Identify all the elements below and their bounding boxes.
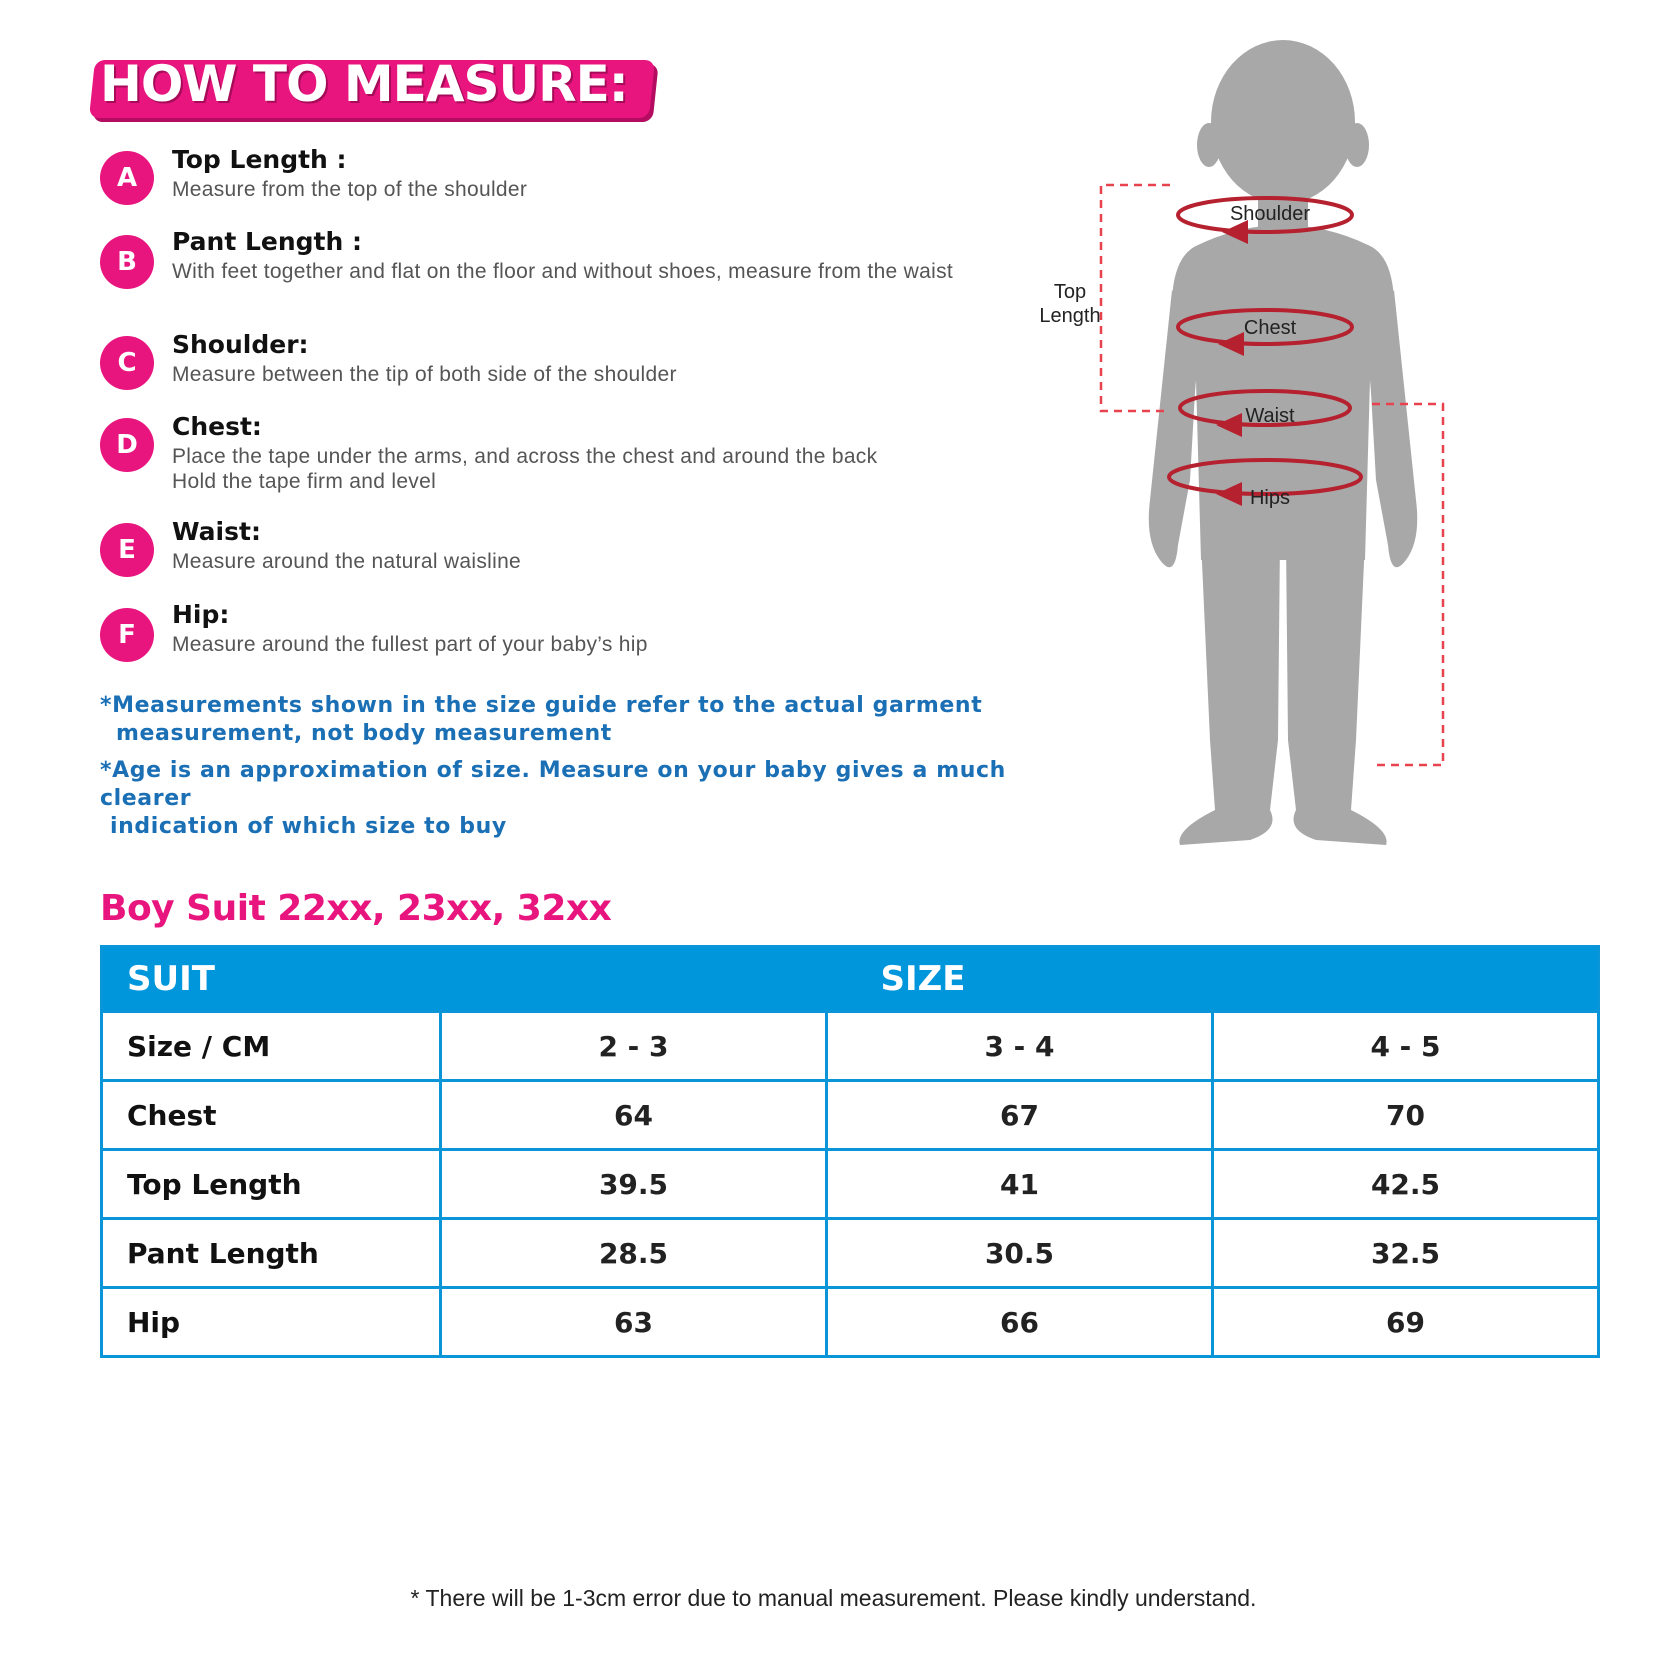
child-measurement-figure bbox=[1039, 40, 1560, 870]
size-cell: 4 - 5 bbox=[1213, 1012, 1599, 1081]
table-row bbox=[102, 1288, 1599, 1357]
step-badge: D bbox=[100, 418, 154, 472]
table-title: Boy Suit 22xx, 23xx, 32xx bbox=[100, 888, 612, 929]
step-title: Chest: bbox=[172, 412, 262, 441]
row-label: Pant Length bbox=[102, 1219, 441, 1288]
header-suit: SUIT bbox=[102, 947, 441, 1012]
value-cell: 28.5 bbox=[441, 1219, 827, 1288]
step-badge: A bbox=[100, 151, 154, 205]
step-desc: Measure around the natural waisline bbox=[172, 550, 522, 573]
note-line: indication of which size to buy bbox=[110, 814, 507, 839]
step-desc: With feet together and flat on the floor and without shoes, measure from the waist bbox=[172, 260, 954, 283]
value-cell: 67 bbox=[827, 1081, 1213, 1150]
note-line: *Measurements shown in the size guide refer to the actual garment bbox=[100, 693, 983, 718]
value-cell: 41 bbox=[827, 1150, 1213, 1219]
size-cell: 2 - 3 bbox=[441, 1012, 827, 1081]
label-shoulder: Shoulder bbox=[1229, 203, 1311, 225]
value-cell: 63 bbox=[441, 1288, 827, 1357]
table-row bbox=[102, 1012, 1599, 1081]
step-title: Hip: bbox=[172, 600, 230, 629]
value-cell: 32.5 bbox=[1213, 1219, 1599, 1288]
row-label: Top Length bbox=[102, 1150, 441, 1219]
step-desc-2: Hold the tape firm and level bbox=[172, 470, 437, 493]
step-badge: E bbox=[100, 523, 154, 577]
row-label: Hip bbox=[102, 1288, 441, 1357]
note-line: *Age is an approximation of size. Measure on your baby gives a much clearer bbox=[100, 758, 1006, 811]
step-desc: Measure from the top of the shoulder bbox=[172, 178, 528, 201]
value-cell: 66 bbox=[827, 1288, 1213, 1357]
value-cell: 70 bbox=[1213, 1081, 1599, 1150]
table-row bbox=[102, 1219, 1599, 1288]
table-row bbox=[102, 1150, 1599, 1219]
footer-disclaimer: * There will be 1-3cm error due to manual measurement. Please kindly understand. bbox=[410, 1585, 1257, 1611]
step-desc: Place the tape under the arms, and across the chest and around the back bbox=[172, 445, 878, 468]
step-badge: F bbox=[100, 608, 154, 662]
step-title: Pant Length : bbox=[172, 227, 363, 256]
note-age bbox=[100, 757, 1060, 841]
label-hips: Hips bbox=[1249, 487, 1290, 509]
header-size: SIZE bbox=[441, 947, 1599, 1012]
row-label: Chest bbox=[102, 1081, 441, 1150]
step-badge: B bbox=[100, 235, 154, 289]
value-cell: 42.5 bbox=[1213, 1150, 1599, 1219]
size-table bbox=[100, 945, 1600, 1358]
child-silhouette bbox=[1080, 40, 1560, 870]
step-title: Shoulder: bbox=[172, 330, 309, 359]
value-cell: 64 bbox=[441, 1081, 827, 1150]
table-row bbox=[102, 1081, 1599, 1150]
value-cell: 69 bbox=[1213, 1288, 1599, 1357]
label-waist: Waist bbox=[1245, 405, 1295, 427]
value-cell: 30.5 bbox=[827, 1219, 1213, 1288]
note-line: measurement, not body measurement bbox=[116, 721, 612, 746]
size-cell: 3 - 4 bbox=[827, 1012, 1213, 1081]
step-title: Top Length : bbox=[172, 145, 347, 174]
label-line: Top bbox=[1053, 281, 1087, 303]
value-cell: 39.5 bbox=[441, 1150, 827, 1219]
step-desc: Measure around the fullest part of your baby’s hip bbox=[172, 633, 648, 656]
page-title: HOW TO MEASURE: bbox=[100, 55, 628, 113]
note-garment bbox=[100, 692, 1060, 748]
row-label: Size / CM bbox=[102, 1012, 441, 1081]
step-badge: C bbox=[100, 336, 154, 390]
label-line: Length bbox=[1039, 305, 1101, 327]
step-desc: Measure between the tip of both side of the shoulder bbox=[172, 363, 677, 386]
label-chest: Chest bbox=[1243, 317, 1297, 339]
label-top-length bbox=[1020, 280, 1120, 328]
step-title: Waist: bbox=[172, 517, 261, 546]
table-header-row bbox=[102, 947, 1599, 1012]
